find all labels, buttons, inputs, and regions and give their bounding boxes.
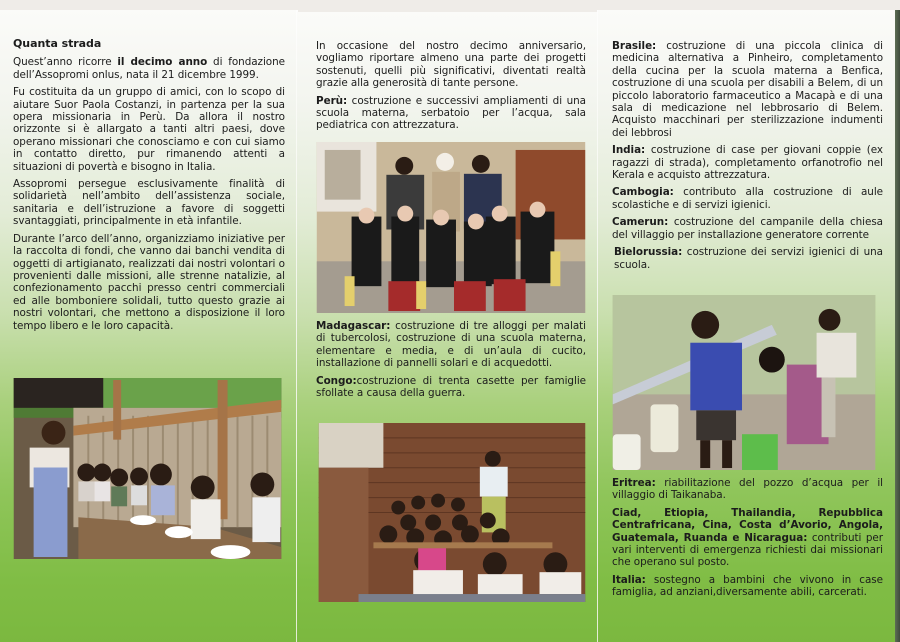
project-congo: Congo:costruzione di trenta casette per famiglie sfollate a causa della guerra. — [316, 374, 586, 400]
paragraph: Fu costituita da un gruppo di amici, con lo scopo di aiutare Suor Paola Costanzi, in partenza per la sua opera missionaria in Perù. Da allora il nostro orizzonte si è allargato a tanti altri paesi, dove operano missionari che conosciamo e con cui siamo in contatto diretto, pur rimanendo attenti a situazioni di povertà e bisogno in Italia. — [13, 86, 285, 173]
intro-paragraph: In occasione del nostro decimo anniversario, vogliamo riportare almeno una parte dei progetti sostenuti, quelli più significativi, diventati realtà grazie alla generosità di tante persone. — [316, 40, 586, 90]
project-emergency-countries: Ciad, Etiopia, Thailandia, Repubblica Centrafricana, Cina, Costa d’Avorio, Angola, Guatemala, Ruanda e Nicaragua: contributi per vari interventi di emergenza richiesti dai missionari che operano sul posto. — [612, 506, 883, 569]
panel-right-projects-top — [612, 40, 883, 276]
project-camerun: Camerun: costruzione del campanile della chiesa del villaggio per installazione generatore corrente — [612, 216, 883, 241]
panel-left-text — [13, 38, 285, 337]
panel-right-projects-bottom — [612, 477, 883, 604]
project-brasile: Brasile: costruzione di una piccola clinica di medicina alternativa a Pinheiro, completamento della cucina per la scuola materna a Benfica, costruzione di una scuola per disabili a Belem, di un piccolo laboratorio farmaceutico a Macapà e di una sala di medicazione nel lebbrosario di Belem. Acquisto macchinari per sterilizzazione indumenti dei lebbrosi — [612, 40, 883, 139]
project-india: India: costruzione di case per giovani coppie (ex ragazzi di strada), completamento orfanotrofio nel Kerala e acquisto attrezzatura. — [612, 144, 883, 182]
project-peru: Perù: costruzione e successivi ampliamenti di una scuola materna, serbatoio per l’acqua, sala pediatrica con attrezzatura. — [316, 94, 586, 132]
project-cambogia: Cambogia: contributo alla costruzione di aule scolastiche e di servizi igienici. — [612, 186, 883, 211]
paragraph: Assopromi persegue esclusivamente finalità di solidarietà nell’ambito dell’assistenza sociale, sanitaria e dell’istruzione a favore di soggetti svantaggiati, principalmente in età infantile. — [13, 178, 285, 228]
panel-center-projects — [316, 320, 586, 404]
panel-center-intro — [316, 40, 586, 137]
project-madagascar: Madagascar: costruzione di tre alloggi per malati di tubercolosi, costruzione di una scuola materna, elementare e media, e di un’aula di cucito, installazione di pannelli solari e di acquedotti. — [316, 320, 586, 370]
page-edge — [895, 10, 900, 642]
project-italia: Italia: sostegno a bambini che vivono in case famiglia, ad anziani,diversamente abili, carcerati. — [612, 573, 883, 599]
project-eritrea: Eritrea: riabilitazione del pozzo d’acqua per il villaggio di Taikanaba. — [612, 477, 883, 502]
project-bielorussia: Bielorussia: costruzione dei servizi igienici di una scuola. — [614, 246, 883, 271]
photo-eritrea-water-well — [612, 295, 876, 470]
photo-peru-children — [316, 142, 586, 313]
paragraph: Durante l’arco dell’anno, organizziamo iniziative per la raccolta di fondi, che vanno dai banchi vendita di oggetti di artigianato, realizzati dai nostri volontari o provenienti dalle missioni, alle strenne natalizie, al confezionamento pacchi presso centri commerciali ed alle bomboniere solidali, tutto questo grazie ai nostri volontari, che mettono a disposizione il loro tempo libero e le loro capacità. — [13, 232, 285, 332]
paragraph: Quest’anno ricorre il decimo anno di fondazione dell’Assopromi onlus, nata il 21 dicembre 1999. — [13, 56, 285, 81]
photo-children-eating — [13, 378, 282, 559]
photo-congo-classroom — [318, 423, 586, 602]
section-title: Quanta strada — [13, 37, 102, 50]
